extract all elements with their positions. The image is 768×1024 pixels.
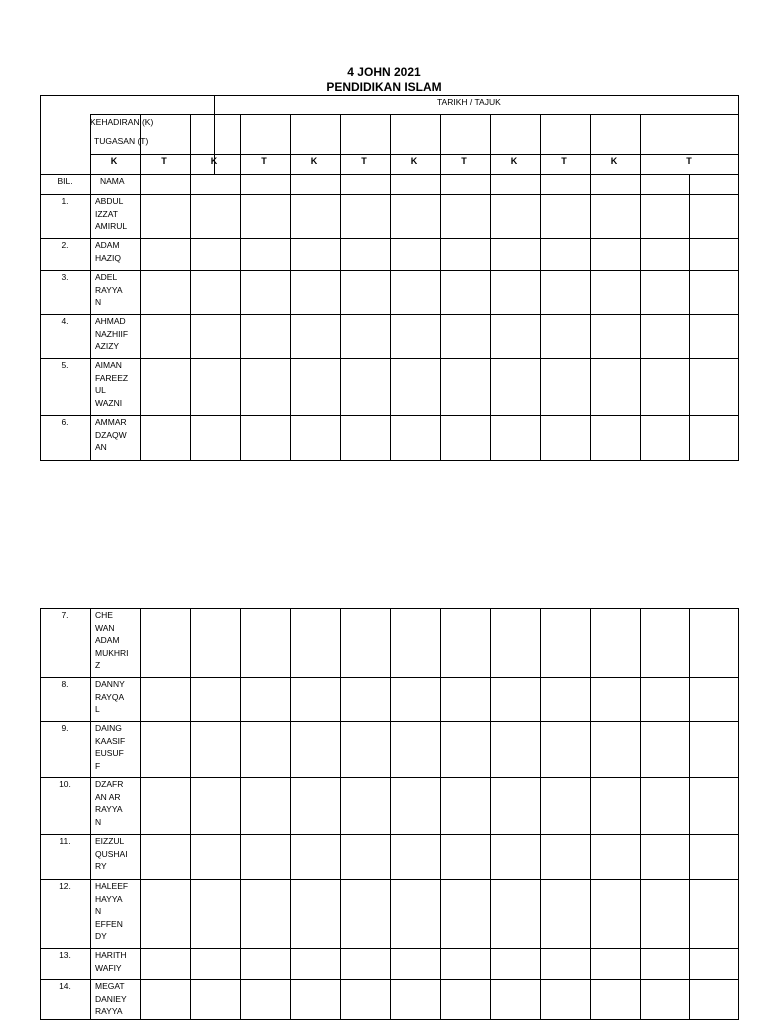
student-name: KAASIF [95, 735, 126, 746]
row-number: 14. [59, 981, 71, 991]
column-code-k: K [210, 156, 218, 166]
student-name: Z [95, 660, 101, 670]
table-rule [640, 608, 641, 1020]
student-name: HAZIQ [95, 252, 121, 263]
student-name: AZIZY [95, 341, 120, 351]
row-number: 8. [61, 679, 69, 689]
row-number: 2. [61, 240, 69, 250]
student-name: AN [95, 442, 107, 452]
student-name: L [95, 704, 100, 714]
column-code-t: T [461, 156, 467, 166]
student-name: ADEL [95, 272, 118, 282]
row-rule [40, 270, 739, 271]
student-name: HARITH [95, 950, 127, 960]
row-rule [40, 314, 739, 315]
student-name: FAREEZ [95, 372, 129, 383]
column-code-k: K [110, 156, 118, 166]
row-number: 1. [61, 196, 69, 206]
student-name: WAZNI [95, 397, 123, 408]
table-rule [440, 608, 441, 1020]
row-number: 3. [61, 272, 69, 282]
student-name: N [95, 906, 102, 916]
student-name: UL [95, 385, 106, 395]
table-rule [240, 608, 241, 1020]
student-name: AMIRUL [95, 221, 128, 231]
column-code-k: K [410, 156, 418, 166]
row-number: 13. [59, 950, 71, 960]
student-name: EUSUF [95, 748, 124, 758]
column-code-k: K [510, 156, 518, 166]
student-name: RAYYA [95, 284, 123, 295]
table-rule [190, 608, 191, 1020]
row-rule [40, 238, 739, 239]
student-name: AIMAN [95, 360, 122, 370]
table-rule [340, 608, 341, 1020]
student-name: EIZZUL [95, 836, 125, 846]
student-name: AN AR [95, 791, 121, 802]
table-rule [490, 114, 491, 461]
column-code-k: K [610, 156, 618, 166]
student-name: CHE [95, 610, 113, 620]
student-name: HALEEF [95, 881, 129, 891]
column-code-k: K [310, 156, 318, 166]
table-rule [590, 114, 591, 461]
student-name: DAING [95, 723, 122, 733]
student-name: MEGAT [95, 981, 125, 991]
table-rule [440, 114, 441, 461]
student-name: N [95, 297, 102, 307]
row-number: 6. [61, 417, 69, 427]
student-name: NAZHIIF [95, 328, 129, 339]
table-rule [689, 608, 690, 1020]
table-rule [390, 114, 391, 461]
student-name: RAYYA [95, 804, 123, 814]
student-name: DANIEY [95, 993, 127, 1004]
student-name: QUSHAI [95, 848, 128, 859]
column-code-t: T [686, 156, 692, 166]
student-name: DZAFR [95, 779, 124, 789]
column-code-t: T [261, 156, 267, 166]
row-rule [40, 460, 739, 461]
table-rule [90, 114, 91, 461]
student-name: AHMAD [95, 316, 126, 326]
row-rule [40, 415, 739, 416]
student-name: DANNY [95, 679, 125, 689]
student-name: ADAM [95, 635, 120, 645]
page-title-line-1: 4 JOHN 2021 [347, 65, 421, 79]
row-number: 5. [61, 360, 69, 370]
student-name: HAYYA [95, 893, 123, 904]
row-number: 10. [59, 779, 71, 789]
table-right-border [738, 95, 739, 461]
row-number: 7. [61, 610, 69, 620]
student-name: DZAQW [95, 429, 127, 440]
column-code-t: T [161, 156, 167, 166]
column-code-t: T [361, 156, 367, 166]
table-rule [738, 608, 739, 1020]
table-rule [190, 114, 191, 461]
student-name: RY [95, 861, 107, 871]
bil-column-header: BIL. [57, 176, 73, 186]
student-name: EFFEN [95, 918, 123, 929]
table-top-rule [40, 95, 739, 96]
assignment-legend: TUGASAN (T) [94, 136, 149, 146]
table-rule [390, 608, 391, 1020]
student-name: F [95, 760, 101, 771]
row-number: 4. [61, 316, 69, 326]
attendance-legend: KEHADIRAN (K) [90, 117, 154, 127]
table-rule [240, 114, 241, 461]
table-rule [540, 608, 541, 1020]
student-name: ABDUL [95, 196, 124, 206]
student-name: WAFIY [95, 962, 122, 973]
student-name: AMMAR [95, 417, 127, 427]
table-rule [540, 114, 541, 461]
student-name: IZZAT [95, 208, 118, 219]
student-name: N [95, 816, 102, 827]
column-code-t: T [561, 156, 567, 166]
student-name: RAYQA [95, 691, 125, 702]
table-rule [90, 608, 91, 1020]
row-number: 11. [59, 836, 71, 846]
student-name: MUKHRI [95, 647, 129, 658]
date-topic-label: TARIKH / TAJUK [437, 97, 501, 107]
student-name: WAN [95, 622, 115, 633]
table-rule [290, 608, 291, 1020]
table-rule [340, 114, 341, 461]
table-rule [140, 114, 141, 461]
student-name: DY [95, 931, 107, 941]
table-rule [290, 114, 291, 461]
row-rule [40, 358, 739, 359]
header-rule [90, 154, 739, 155]
table-rule [689, 174, 690, 461]
student-name: RAYYA [95, 1006, 123, 1016]
table-rule [490, 608, 491, 1020]
table-rule [640, 114, 641, 461]
nama-column-header: NAMA [100, 176, 125, 186]
header-rule [90, 114, 739, 115]
table-rule [140, 608, 141, 1020]
page-title-line-2: PENDIDIKAN ISLAM [326, 80, 442, 94]
row-number: 9. [61, 723, 69, 733]
student-name: ADAM [95, 240, 120, 250]
row-number: 12. [59, 881, 71, 891]
table-rule [590, 608, 591, 1020]
